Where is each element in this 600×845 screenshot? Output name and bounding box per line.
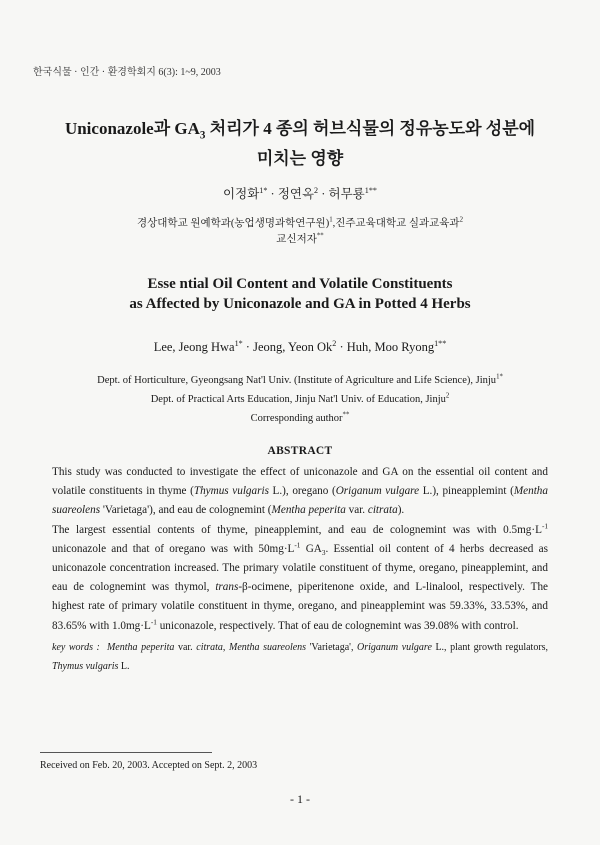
keyword-text: 'Varietaga', bbox=[306, 641, 358, 653]
author-ko-3: 허무룡 bbox=[328, 187, 365, 201]
affil-ko-sup-2: 2 bbox=[459, 216, 463, 224]
abstract-body bbox=[52, 463, 548, 676]
keyword: Origanum vulgare bbox=[357, 641, 432, 653]
author-en-sep-1: · bbox=[242, 340, 254, 354]
author-en-2-sup: 2 bbox=[332, 338, 337, 348]
author-en-1-sup: 1* bbox=[234, 338, 243, 348]
abstract-text: var. bbox=[345, 504, 368, 517]
keyword-text: L., plant growth regulators, bbox=[431, 641, 549, 653]
abstract-text: ). bbox=[397, 504, 405, 517]
affil-en-line2: Dept. of Practical Arts Education, Jinju Nat'l Univ. of Education, Jinju bbox=[150, 394, 446, 405]
author-en-3-sup: 1** bbox=[434, 338, 447, 348]
authors-english bbox=[0, 340, 600, 355]
affil-ko-line2: 교신저자 bbox=[276, 234, 317, 245]
title-en-line1: Esse ntial Oil Content and Volatile Constituents bbox=[147, 276, 453, 292]
species-name: Origanum vulgare bbox=[335, 485, 420, 498]
abstract-text: L.), pineapplemint ( bbox=[419, 485, 514, 498]
title-ko-line1-a: Uniconazole과 GA bbox=[64, 119, 200, 138]
author-ko-sep-1: · bbox=[267, 187, 278, 201]
unit-exponent: -1 bbox=[541, 521, 548, 530]
affil-en-line3-sup: ** bbox=[342, 411, 350, 419]
author-ko-3-sup: 1** bbox=[364, 185, 377, 195]
affil-en-line1: Dept. of Horticulture, Gyeongsang Nat'l Univ. (Institute of Agriculture and Life Science), Jinju bbox=[97, 375, 497, 386]
author-ko-1-sup: 1* bbox=[259, 185, 268, 195]
abstract-paragraph-1 bbox=[52, 463, 548, 521]
affil-en-line2-sup: 2 bbox=[445, 392, 450, 400]
keyword: Thymus vulgaris bbox=[52, 661, 119, 673]
keyword: citrata bbox=[196, 641, 223, 653]
affil-ko-line2-sup: ** bbox=[316, 232, 324, 240]
abstract-heading: ABSTRACT bbox=[267, 445, 333, 457]
abstract-text: . Essential oil content of 4 herbs decreased as uniconazole concentration increased. The primary volatile constituent of thyme, oregano, pineapplemint, and eau de colognemint was thymol, bbox=[52, 542, 548, 594]
species-name: Mentha peperita bbox=[271, 504, 346, 517]
affil-ko-line1-a: 경상대학교 원예학과(농업생명과학연구원) bbox=[137, 218, 330, 229]
title-ko-subscript: 3 bbox=[199, 129, 206, 142]
journal-citation: 한국식물 · 인간 · 환경학회지 6(3): 1~9, 2003 bbox=[33, 67, 221, 78]
species-name: citrata bbox=[367, 504, 398, 517]
page-number: - 1 - bbox=[290, 792, 310, 806]
keyword-text: , bbox=[222, 641, 229, 653]
abstract-text: 'Varietaga'), and eau de colognemint ( bbox=[100, 504, 272, 517]
paper-title-korean bbox=[40, 114, 560, 174]
key-words bbox=[52, 638, 548, 676]
author-ko-1: 이정화 bbox=[223, 187, 260, 201]
abstract-text: L.), oregano ( bbox=[268, 485, 336, 498]
author-ko-2: 정연옥 bbox=[277, 187, 315, 201]
ga-subscript: 3 bbox=[321, 549, 326, 558]
abstract-text: uniconazole, respectively. That of eau de colognemint was 39.08% with control. bbox=[156, 619, 519, 632]
affil-ko-line1-b: ,진주교육대학교 실과교육과 bbox=[332, 218, 460, 229]
abstract-text: -β-ocimene, piperitenone oxide, and L-linalool, respectively. The highest rate of primary volatile constituent in thyme, oregano, and pineapplemint was 59.33%, 33.53%, and 83.65% with 1.0mg·L bbox=[52, 581, 549, 632]
abstract-text: This study was conducted to investigate the effect of uniconazole and GA on the essential oil content and volatile constituents in thyme ( bbox=[52, 466, 548, 498]
authors-korean bbox=[0, 184, 600, 202]
abstract-text: GA bbox=[300, 542, 322, 555]
footnote-divider bbox=[40, 752, 212, 753]
affil-en-line1-sup: 1* bbox=[496, 373, 503, 381]
abstract-text: The largest essential contents of thyme, pineapplemint, and eau de colognemint was with 0.5mg·L bbox=[52, 523, 542, 536]
author-ko-sep-2: · bbox=[318, 187, 329, 201]
affiliations-korean bbox=[0, 216, 600, 248]
unit-exponent: -1 bbox=[294, 541, 301, 550]
author-en-3: Huh, Moo Ryong bbox=[346, 340, 435, 354]
paper-title-english bbox=[40, 274, 560, 314]
keyword: Mentha peperita bbox=[106, 641, 175, 653]
keyword-text: L. bbox=[118, 661, 130, 673]
affil-ko-sup-1: 1 bbox=[329, 216, 333, 224]
keyword-text: var. bbox=[174, 641, 197, 653]
species-name: Mentha suareolens bbox=[52, 485, 548, 517]
abstract-text: uniconazole and that of oregano was with 50mg·L bbox=[52, 542, 295, 555]
species-name: Thymus vulgaris bbox=[193, 485, 269, 498]
affil-en-line3: Corresponding author bbox=[250, 413, 343, 424]
author-ko-2-sup: 2 bbox=[314, 185, 319, 195]
abstract-paragraph-2 bbox=[52, 521, 548, 636]
author-en-sep-2: · bbox=[336, 340, 347, 354]
title-ko-line1-b: 처리가 4 종의 허브식물의 정유농도와 성분에 bbox=[205, 119, 536, 138]
received-note: Received on Feb. 20, 2003. Accepted on Sept. 2, 2003 bbox=[40, 760, 258, 771]
chemical-prefix: trans bbox=[215, 581, 239, 594]
key-words-label: key words : bbox=[52, 641, 100, 653]
author-en-2: Jeong, Yeon Ok bbox=[253, 340, 333, 354]
title-ko-line2: 미치는 영향 bbox=[256, 149, 344, 168]
author-en-1: Lee, Jeong Hwa bbox=[153, 340, 235, 354]
affiliations-english bbox=[0, 371, 600, 428]
title-en-line2: as Affected by Uniconazole and GA in Potted 4 Herbs bbox=[129, 296, 471, 312]
keyword: Mentha suareolens bbox=[228, 641, 307, 653]
unit-exponent: -1 bbox=[150, 617, 157, 626]
